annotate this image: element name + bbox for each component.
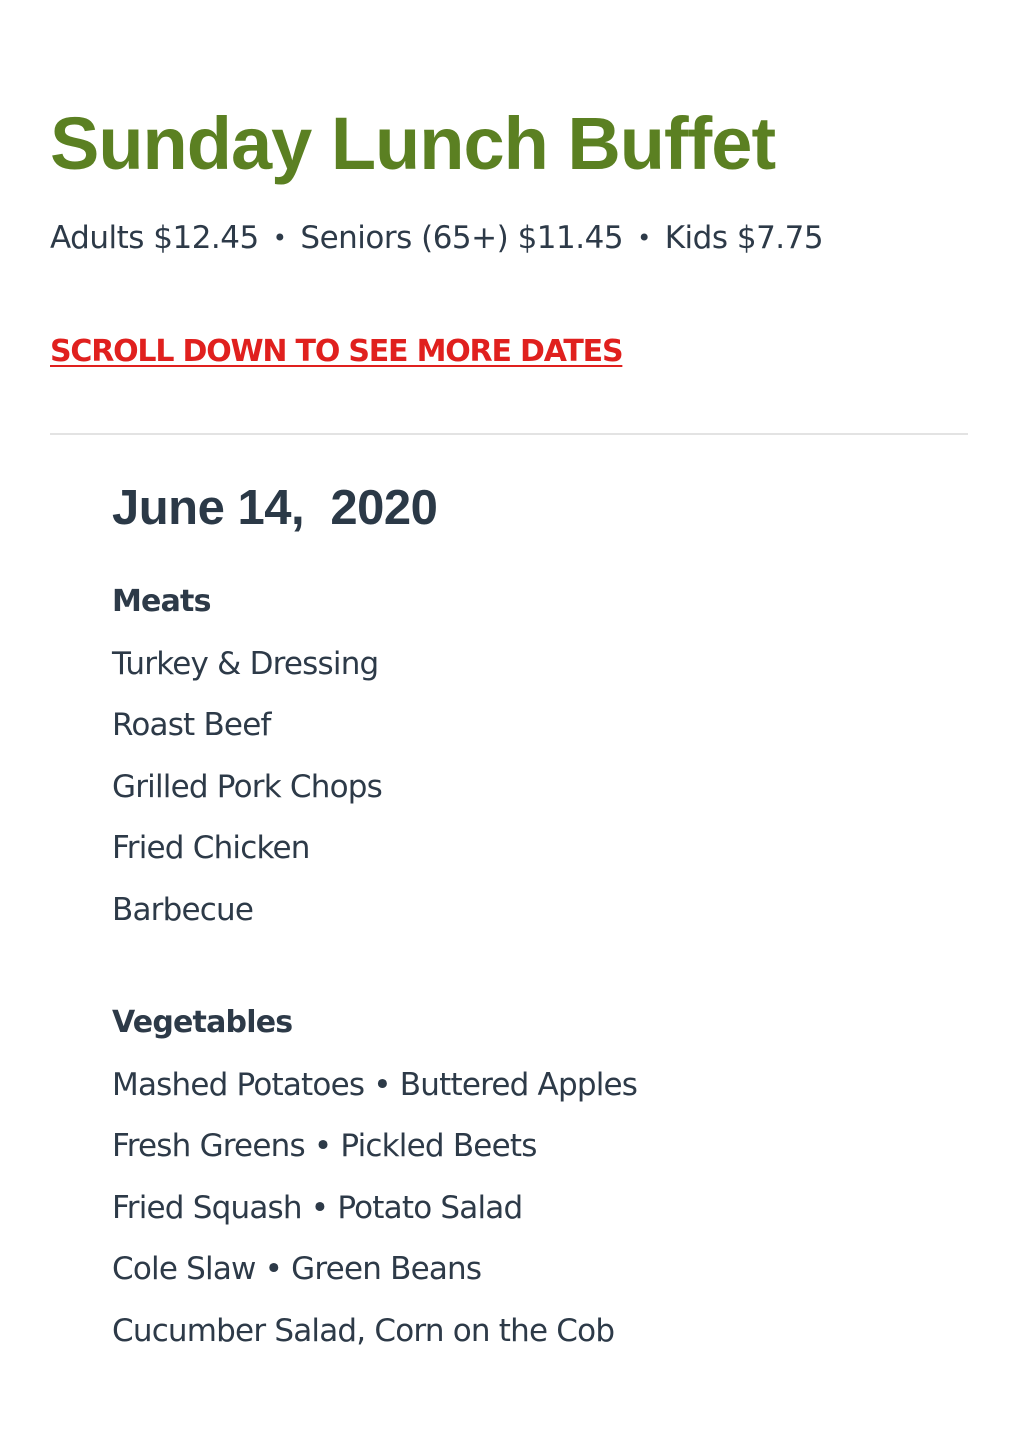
menu-item: Fried Squash • Potato Salad — [112, 1189, 523, 1226]
menu-item: Grilled Pork Chops — [112, 768, 383, 805]
price-line — [50, 216, 823, 260]
bullet-separator: • — [272, 224, 287, 252]
menu-item: Fried Chicken — [112, 830, 310, 866]
page-title: Sunday Lunch Buffet — [50, 102, 776, 185]
menu-card — [112, 476, 932, 1349]
menu-item: Fresh Greens • Pickled Beets — [112, 1128, 537, 1164]
price-seniors: Seniors (65+) $11.45 — [300, 220, 624, 256]
menu-item: Roast Beef — [112, 707, 271, 743]
menu-item: Barbecue — [112, 891, 254, 928]
meats-section — [112, 580, 382, 932]
scroll-more-dates-link[interactable]: SCROLL DOWN TO SEE MORE DATES — [50, 334, 623, 369]
price-adults: Adults $12.45 — [50, 220, 259, 256]
bullet-separator: • — [637, 224, 651, 252]
divider — [50, 433, 968, 435]
vegetables-section — [112, 1001, 637, 1353]
menu-item: Cucumber Salad, Corn on the Cob — [112, 1312, 615, 1349]
menu-item: Cole Slaw • Green Beans — [112, 1251, 482, 1287]
meats-heading: Meats — [112, 584, 211, 619]
menu-item: Turkey & Dressing — [112, 645, 379, 682]
price-kids: Kids $7.75 — [664, 220, 824, 256]
menu-date: June 14, 2020 — [112, 481, 438, 535]
vegetables-heading: Vegetables — [112, 1005, 293, 1040]
menu-item: Mashed Potatoes • Buttered Apples — [112, 1066, 638, 1103]
